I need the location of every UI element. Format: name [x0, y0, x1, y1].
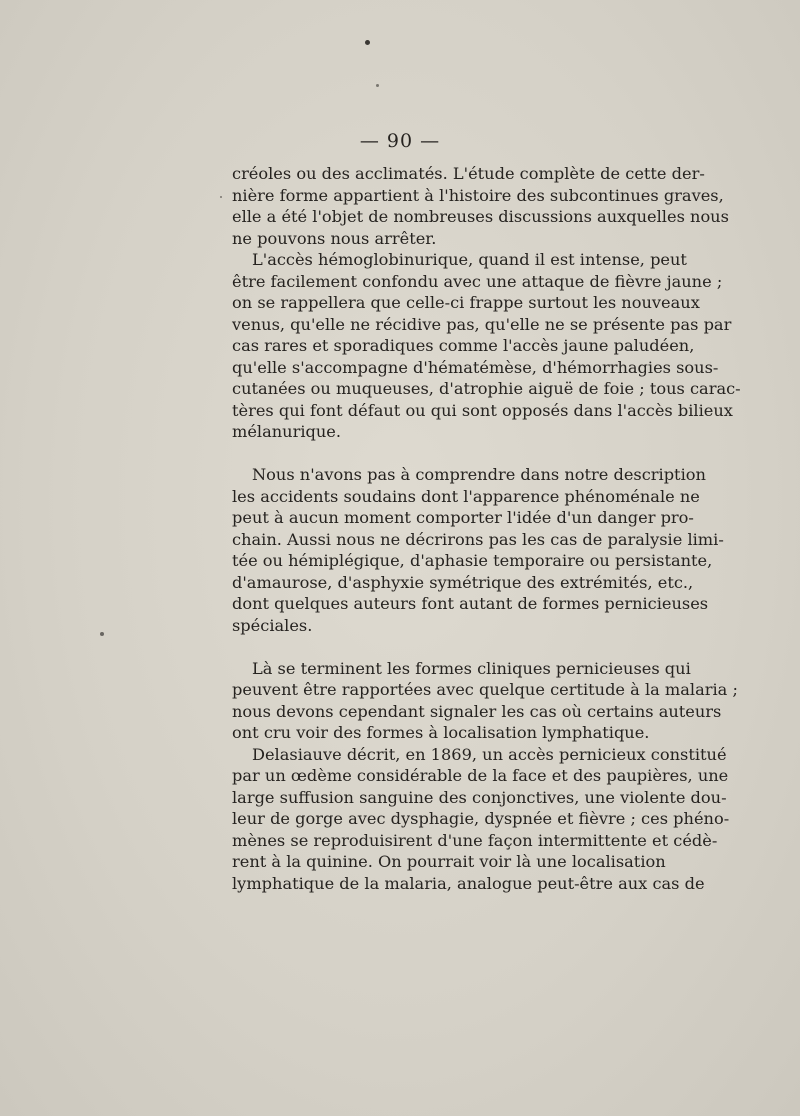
text-line: ont cru voir des formes à localisation lymphatique. [232, 723, 650, 742]
body-text [232, 163, 741, 894]
text-line: les accidents soudains dont l'apparence phénoménale ne [232, 486, 700, 506]
text-line: tée ou hémiplégique, d'aphasie temporaire ou persistante, [232, 551, 713, 570]
text-line: chain. Aussi nous ne décrirons pas les cas de paralysie limi- [232, 529, 724, 549]
text-line: elle a été l'objet de nombreuses discussions auxquelles nous [232, 207, 729, 226]
paragraph-gap [232, 443, 639, 465]
text-line: nous devons cependant signaler les cas où certains auteurs [232, 701, 722, 721]
text-line: cutanées ou muqueuses, d'atrophie aiguë de foie ; tous carac- [232, 379, 741, 398]
page-number: — 90 — [359, 130, 441, 152]
text-line: créoles ou des acclimatés. L'étude complète de cette der- [232, 164, 705, 183]
text-line: venus, qu'elle ne récidive pas, qu'elle ne se présente pas par [232, 314, 732, 334]
text-line: leur de gorge avec dysphagie, dyspnée et fièvre ; ces phéno- [232, 809, 730, 828]
text-line: dont quelques auteurs font autant de formes pernicieuses [232, 594, 709, 613]
text-line: qu'elle s'accompagne d'hématémèse, d'hémorrhagies sous- [232, 357, 719, 377]
text-line: L'accès hémoglobinurique, quand il est intense, peut [252, 250, 687, 269]
text-line: être facilement confondu avec une attaque de fièvre jaune ; [232, 271, 723, 291]
text-line: Nous n'avons pas à comprendre dans notre description [252, 465, 706, 484]
text-line: mélanurique. [232, 422, 342, 441]
ink-speck [220, 196, 222, 198]
text-line: lymphatique de la malaria, analogue peut-être aux cas de [232, 873, 705, 893]
text-line: rent à la quinine. On pourrait voir là une localisation [232, 852, 666, 871]
text-line: ne pouvons nous arrêter. [232, 228, 437, 248]
text-line: nière forme appartient à l'histoire des subcontinues graves, [232, 185, 724, 205]
paragraph-gap [232, 636, 639, 658]
paragraph [232, 163, 729, 249]
text-line: peut à aucun moment comporter l'idée d'un danger pro- [232, 508, 694, 527]
text-line: d'amaurose, d'asphyxie symétrique des extrémités, etc., [232, 572, 694, 592]
text-line: cas rares et sporadiques comme l'accès jaune paludéen, [232, 336, 695, 355]
text-line: on se rappellera que celle-ci frappe surtout les nouveaux [232, 293, 700, 312]
paragraph [232, 464, 724, 636]
text-line: large suffusion sanguine des conjonctives, une violente dou- [232, 787, 727, 807]
text-line: peuvent être rapportées avec quelque certitude à la malaria ; [232, 680, 738, 699]
paragraph [232, 249, 741, 443]
ink-speck [100, 632, 104, 636]
ink-speck [365, 40, 370, 45]
ink-speck [376, 84, 379, 87]
paragraph [232, 658, 738, 744]
text-line: Là se terminent les formes cliniques pernicieuses qui [252, 658, 691, 678]
paragraph [232, 744, 730, 895]
text-line: tères qui font défaut ou qui sont opposés dans l'accès bilieux [232, 400, 733, 420]
text-line: par un œdème considérable de la face et des paupières, une [232, 766, 729, 785]
text-line: Delasiauve décrit, en 1869, un accès pernicieux constitué [252, 744, 727, 764]
text-line: spéciales. [232, 615, 313, 635]
text-line: mènes se reproduisirent d'une façon intermittente et cédè- [232, 830, 718, 850]
